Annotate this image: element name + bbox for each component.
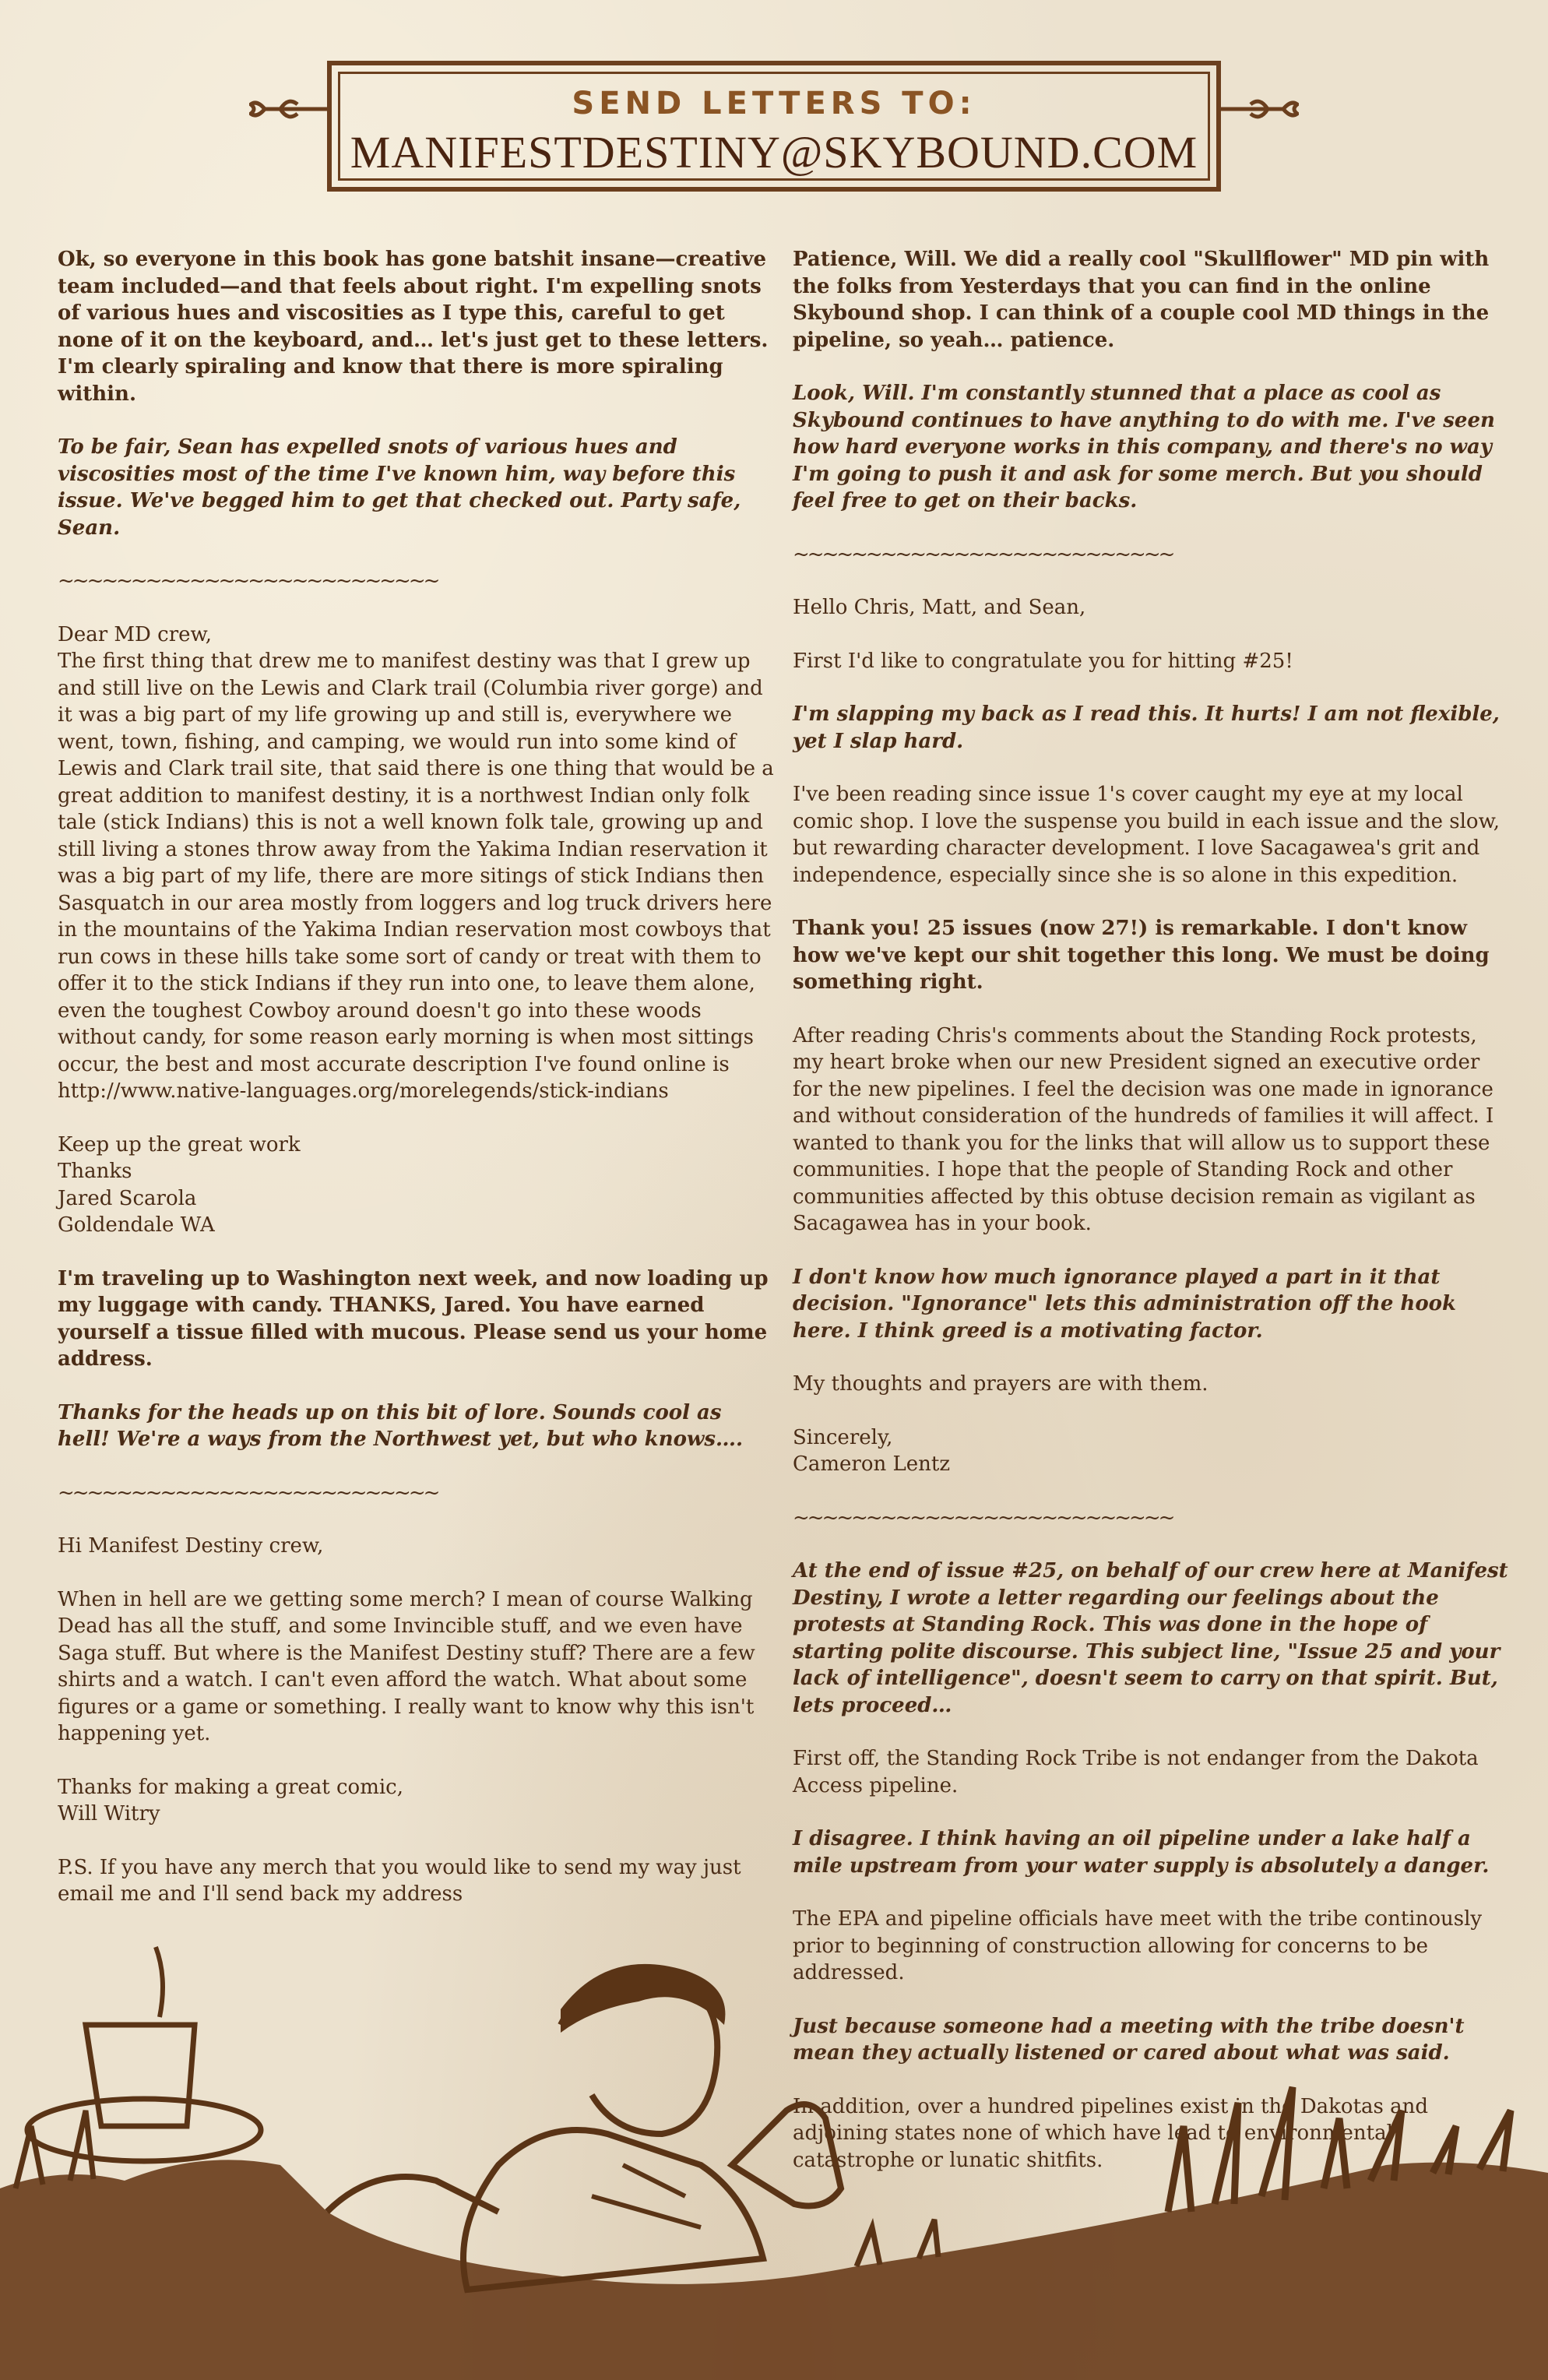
letter-postscript: P.S. If you have any merch that you would like to send my way just email me and I'll send back my address [58, 1855, 741, 1906]
letter-body: First off, the Standing Rock Tribe is not endanger from the Dakota Access pipeline. [793, 1747, 1479, 1797]
separator: ~~~~~~~~~~~~~~~~~~~~~~~~~~ [58, 1480, 438, 1505]
editor-reply: Thanks for the heads up on this bit of lore. Sounds cool as hell! We're a ways from the Northwest yet, but who knows…. [58, 1400, 744, 1451]
letter-signoff: Thanks for making a great comic, Will Witry [58, 1775, 403, 1825]
right-column [793, 246, 1509, 2200]
separator: ~~~~~~~~~~~~~~~~~~~~~~~~~~ [793, 1505, 1173, 1530]
email-address: MANIFESTDESTINY@SKYBOUND.COM [350, 127, 1198, 178]
editor-intro: Ok, so everyone in this book has gone batshit insane—creative team included—and that feels about right. I'm expelling snots of various hues and viscosities as I type this, careful to get none of it on the keyboard, and… let's just get to these letters. I'm clearly spiraling and know that there is more spiraling within. [58, 248, 769, 406]
editor-reply: I don't know how much ignorance played a part in it that decision. "Ignorance" lets this administration off the hook here. I think greed is a motivating factor. [793, 1265, 1457, 1343]
editor-reply: I disagree. I think having an oil pipeline under a lake half a mile upstream from your water supply is absolutely a danger. [793, 1827, 1490, 1878]
letter-body: I've been reading since issue 1's cover caught my eye at my local comic shop. I love the suspense you build in each issue and the slow, but rewarding character development. I love Sacagawea's grit and independence, especially since she is so alone in this expedition. [793, 783, 1501, 887]
editor-reply: Look, Will. I'm constantly stunned that a place as cool as Skybound continues to have anything to do with me. I've seen how hard everyone works in this company, and there's no way I'm going to push it and ask for some merch. But you should feel free to get on their backs. [793, 382, 1495, 512]
letter-signoff: Sincerely, Cameron Lentz [793, 1425, 951, 1476]
left-flourish-ornament [249, 93, 327, 125]
letter-body: First I'd like to congratulate you for hitting #25! [793, 649, 1293, 673]
send-letters-heading: SEND LETTERS TO: [572, 86, 976, 121]
letters-header [0, 0, 1548, 210]
editor-reply: At the end of issue #25, on behalf of our crew here at Manifest Destiny, I wrote a letter regarding our feelings about the protests at Standing Rock. This was done in the hope of starting polite discourse. This subject line, "Issue 25 and your lack of intelligence", doesn't seem to carry on that spirit. But, lets proceed… [793, 1559, 1508, 1717]
editor-reply: To be fair, Sean has expelled snots of various hues and viscosities most of the time I've known him, way before this issue. We've begged him to get that checked out. Party safe, Sean. [58, 435, 741, 540]
header-frame [327, 61, 1221, 192]
letter-greeting: Dear MD crew, [58, 622, 212, 646]
right-flourish-ornament [1221, 93, 1299, 125]
separator: ~~~~~~~~~~~~~~~~~~~~~~~~~~ [58, 569, 438, 593]
left-column [58, 246, 774, 1935]
editor-reply: Patience, Will. We did a really cool "Skullflower" MD pin with the folks from Yesterdays that you can find in the online Skybound shop. I can think of a couple cool MD things in the pipeline, so yeah… patience. [793, 248, 1490, 352]
editor-reply: Thank you! 25 issues (now 27!) is remarkable. I don't know how we've kept our shit together this long. We must be doing something right. [793, 917, 1490, 994]
letter-body: After reading Chris's comments about the Standing Rock protests, my heart broke when our new President signed an executive order for the new pipelines. I feel the decision was one made in ignorance and without consideration of the hundreds of families it will affect. I wanted to thank you for the links that will allow us to support these communities. I hope that the people of Standing Rock and other communities affected by this obtuse decision remain as vigilant as Sacagawea has in your book. [793, 1023, 1494, 1235]
separator: ~~~~~~~~~~~~~~~~~~~~~~~~~~ [793, 542, 1173, 566]
letter-greeting: Hello Chris, Matt, and Sean, [793, 596, 1086, 619]
editor-reply: I'm traveling up to Washington next week, and now loading up my luggage with candy. THANKS, Jared. You have earned yourself a tissue filled with mucous. Please send us your home address. [58, 1266, 769, 1371]
illustration-writer-in-grass [0, 1931, 1548, 2380]
editor-reply: I'm slapping my back as I read this. It hurts! I am not flexible, yet I slap hard. [793, 702, 1500, 753]
letter-body: When in hell are we getting some merch? I mean of course Walking Dead has all the stuff, and some Invincible stuff, and we even have Saga stuff. But where is the Manifest Destiny stuff? There are a few shirts and a watch. I can't even afford the watch. What about some figures or a game or something. I really want to know why this isn't happening yet. [58, 1587, 755, 1745]
letter-body: My thoughts and prayers are with them. [793, 1372, 1208, 1396]
editor-reply: Just because someone had a meeting with the tribe doesn't mean they actually listened or cared about what was said. [793, 2014, 1465, 2065]
letter-body: The EPA and pipeline officials have meet with the tribe continously prior to beginning of construction allowing for concerns to be addressed. [793, 1907, 1483, 1984]
letter-greeting: Hi Manifest Destiny crew, [58, 1534, 324, 1558]
letter-body: The first thing that drew me to manifest destiny was that I grew up and still live on the Lewis and Clark trail (Columbia river gorge) and it was a big part of my life growing up and still is, everywhere we went, town, fishing, and camping, we would run into some kind of Lewis and Clark trail site, that said there is one thing that would be a great addition to manifest destiny, it is a northwest Indian only folk tale (stick Indians) this is not a well known folk tale, growing up and still living a stones throw away from the Yakima Indian reservation it was a big part of my life, there are more sitings of stick Indians then Sasquatch in our area mostly from loggers and log truck drivers here in the mountains of the Yakima Indian reservation most cowboys that run cows in these hills take some sort of candy or treat with them to offer it to the stick Indians if they run into one, to leave them alone, even the toughest Cowboy around doesn't go into these woods without candy, for some reason early morning is when most sittings occur, the best and most accurate description I've found online is http://www.native-languages.org/morelegends/stick-indians [58, 650, 774, 1103]
letter-body: In addition, over a hundred pipelines exist in the Dakotas and adjoining states none of which have lead to environmental catastrophe or lunatic shitfits. [793, 2094, 1429, 2172]
letter-signoff: Keep up the great work Thanks Jared Scarola Goldendale WA [58, 1132, 301, 1237]
